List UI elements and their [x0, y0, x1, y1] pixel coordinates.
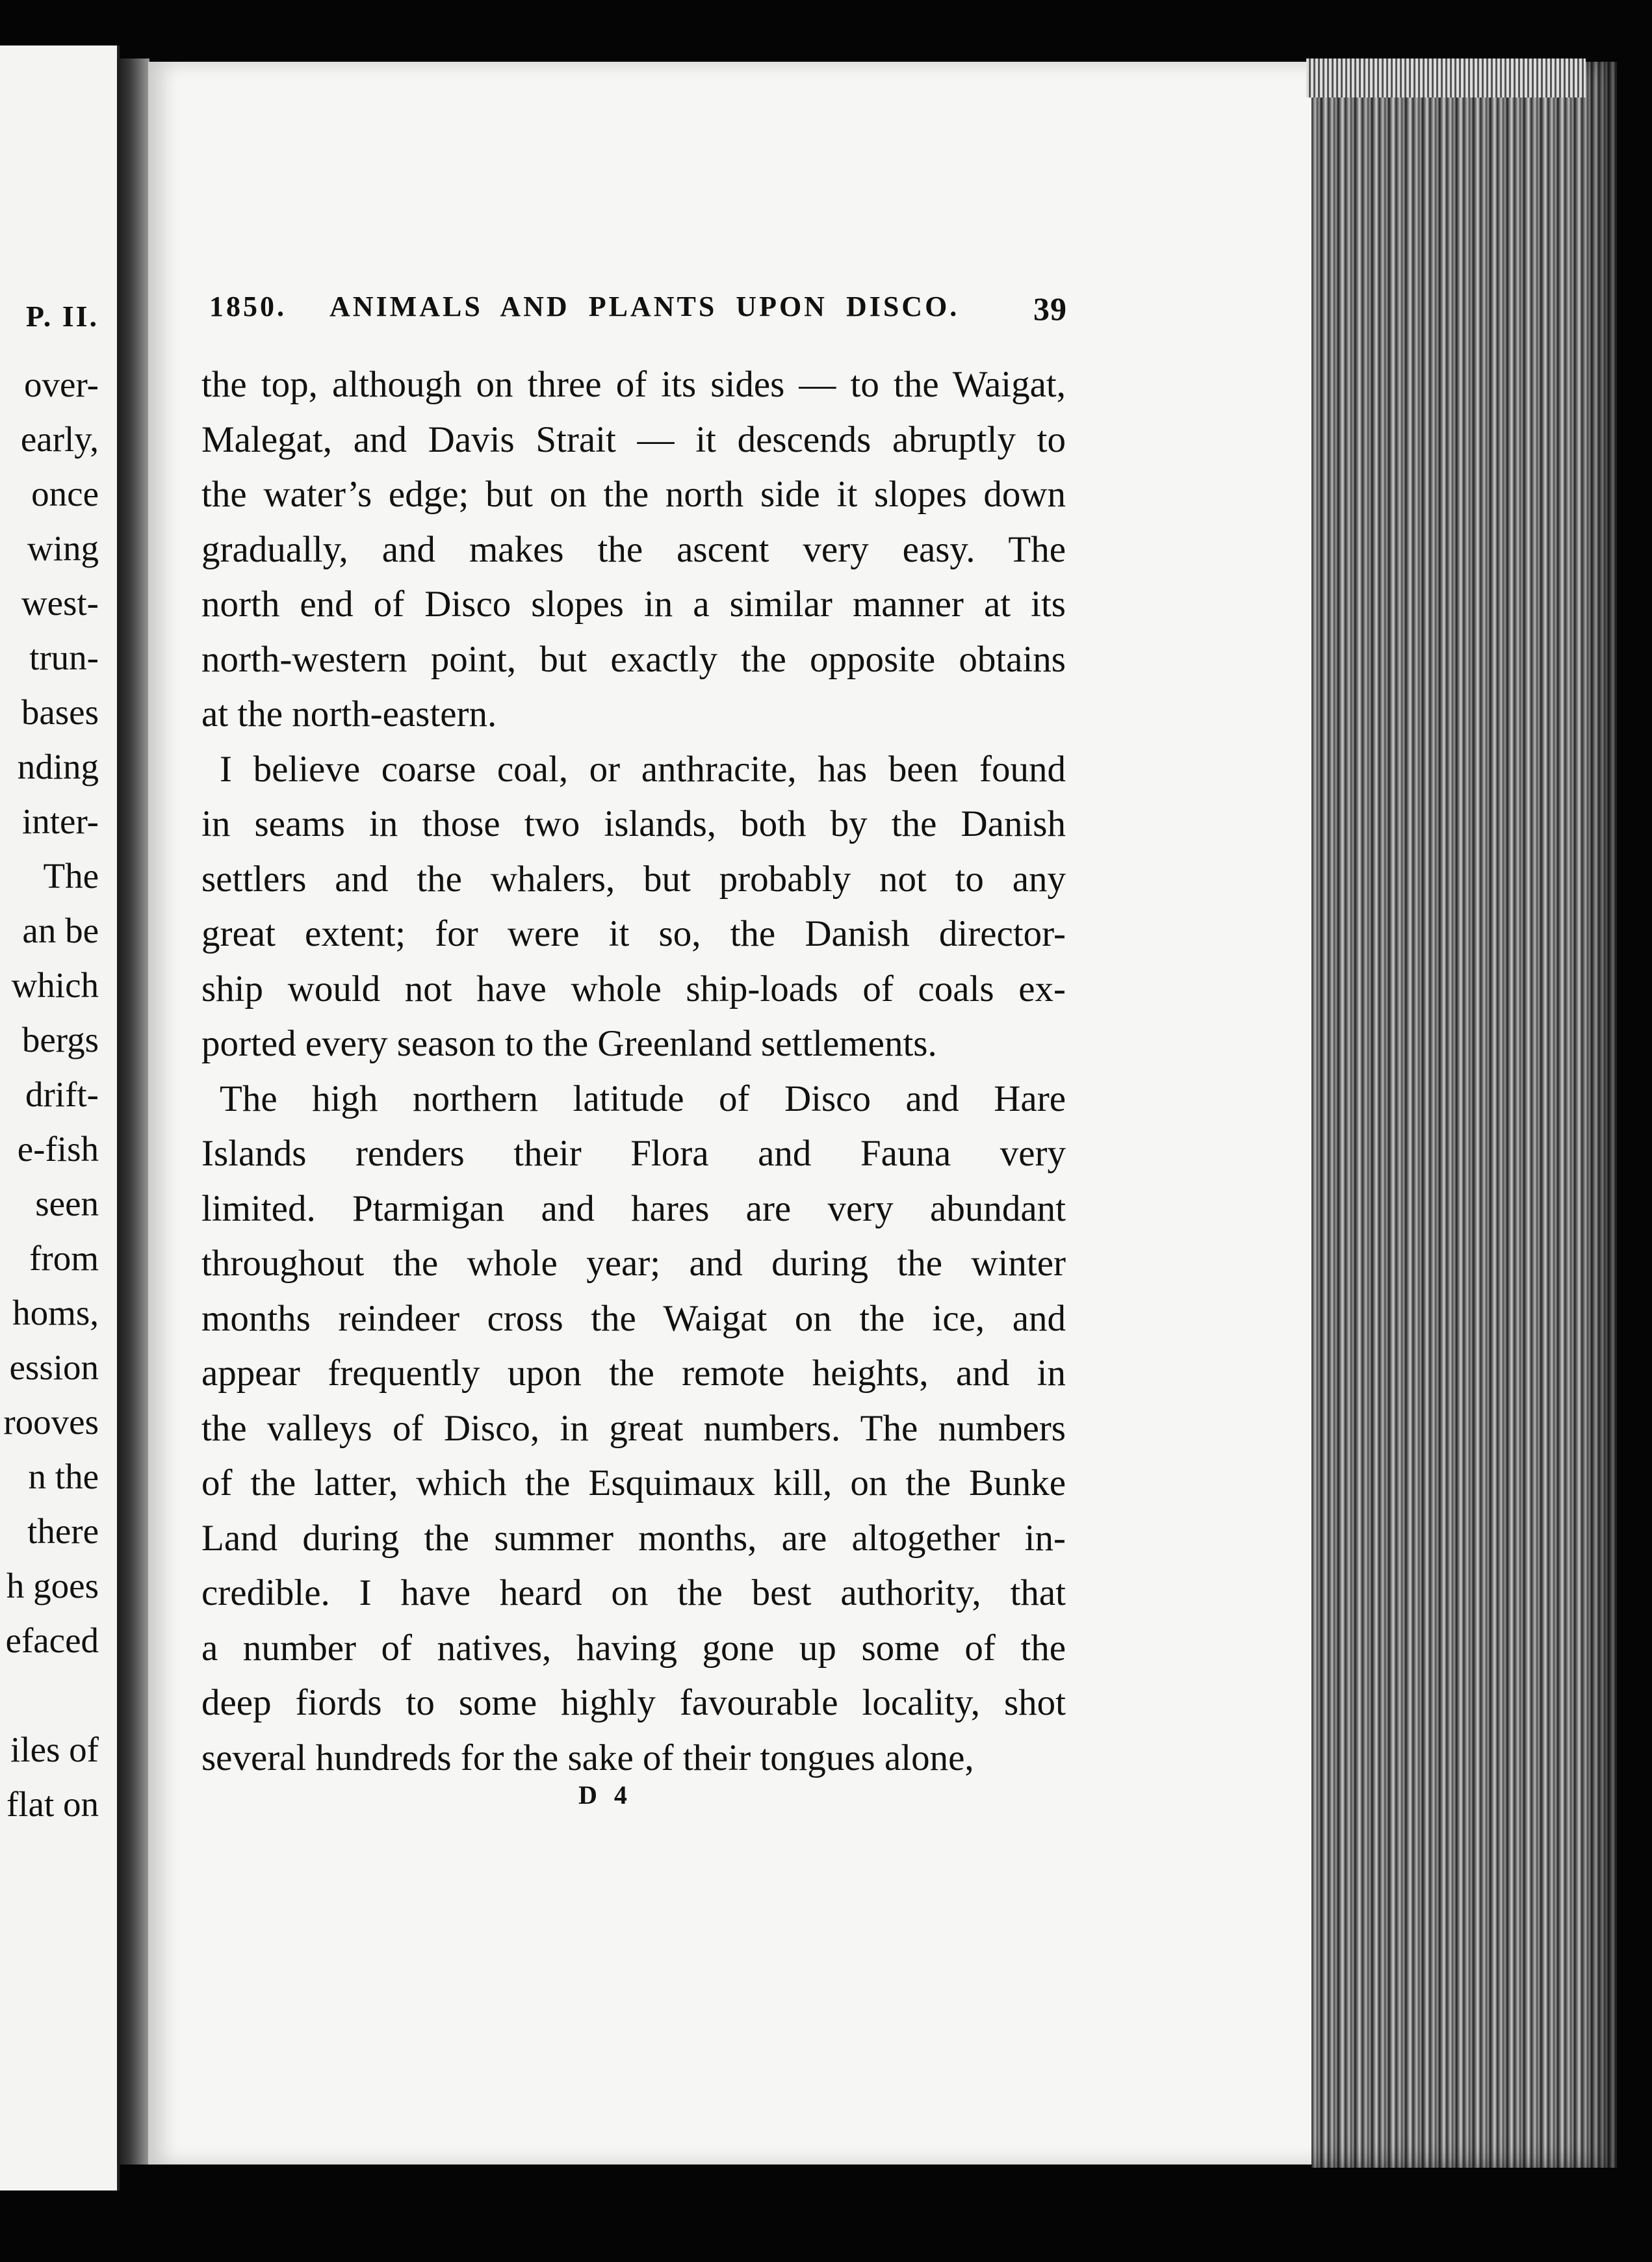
- paragraph: [201, 358, 1066, 742]
- running-head-year: 1850.: [209, 291, 287, 322]
- left-page-line: an be: [22, 911, 99, 950]
- text-line: ported every season to the Greenland settlements.: [201, 1023, 937, 1064]
- left-page-line: inter-: [21, 801, 99, 841]
- left-page-line: drift-: [25, 1074, 99, 1114]
- left-page-line: bases: [21, 692, 99, 732]
- running-head-title: ANIMALS AND PLANTS UPON DISCO.: [329, 291, 960, 322]
- left-page-line: flat on: [6, 1784, 99, 1824]
- text-line: north-western point, but exactly the opposite obtains: [201, 638, 1066, 680]
- text-line: at the north-eastern.: [201, 694, 497, 734]
- left-page-line: which: [11, 965, 99, 1005]
- left-page-line: homs,: [12, 1293, 99, 1332]
- left-page-line: wing: [27, 528, 99, 568]
- text-line: The high northern latitude of Disco and Hare: [220, 1078, 1066, 1119]
- paragraph: [201, 742, 1066, 1072]
- left-page-line: there: [27, 1511, 99, 1551]
- text-line: great extent; for were it so, the Danish director-: [201, 913, 1066, 954]
- text-line: Islands renders their Flora and Fauna very: [201, 1133, 1066, 1174]
- left-page-line: [3, 1668, 99, 1722]
- left-page-line: trun-: [29, 638, 99, 677]
- left-page-lines: [3, 358, 99, 1832]
- text-line: gradually, and makes the ascent very easy. The: [201, 528, 1066, 570]
- text-line: of the latter, which the Esquimaux kill, on the Bunke: [201, 1462, 1066, 1503]
- book-gutter: [117, 58, 149, 2164]
- left-page-line: early,: [20, 419, 99, 459]
- left-page-line: over-: [24, 365, 99, 404]
- paragraph: [201, 1072, 1066, 1786]
- text-line: ship would not have whole ship-loads of coals ex-: [201, 968, 1066, 1009]
- text-line: Land during the summer months, are altogether in-: [201, 1517, 1066, 1559]
- left-page-line: The: [43, 856, 99, 896]
- left-page-text: [3, 299, 99, 1832]
- text-line: Malegat, and Davis Strait — it descends abruptly to: [201, 419, 1066, 460]
- left-page-line: seen: [35, 1184, 99, 1223]
- left-page-line: n the: [28, 1457, 99, 1496]
- left-page-line: e-fish: [17, 1129, 99, 1169]
- text-line: the water’s edge; but on the north side it slopes down: [201, 474, 1066, 515]
- left-page-header: P. II.: [25, 300, 99, 333]
- left-page-line: from: [29, 1238, 99, 1278]
- text-line: credible. I have heard on the best authority, that: [201, 1572, 1066, 1613]
- left-page-line: ession: [9, 1347, 99, 1387]
- running-head: [209, 290, 1067, 335]
- text-line: in seams in those two islands, both by the Danish: [201, 803, 1066, 844]
- text-line: throughout the whole year; and during the winter: [201, 1243, 1066, 1284]
- page-number: 39: [1033, 291, 1067, 327]
- left-page-line: nding: [17, 747, 99, 786]
- left-page-line: h goes: [6, 1566, 99, 1606]
- book-edge-top: [1306, 58, 1586, 98]
- left-page-line: iles of: [10, 1730, 99, 1769]
- left-page-line: once: [31, 474, 99, 514]
- text-line: north end of Disco slopes in a similar manner at its: [201, 584, 1066, 625]
- text-line: the valleys of Disco, in great numbers. The numbers: [201, 1407, 1066, 1449]
- text-line: settlers and the whalers, but probably not to any: [201, 858, 1066, 900]
- text-line: months reindeer cross the Waigat on the ice, and: [201, 1297, 1066, 1339]
- book-fore-edge: [1311, 62, 1617, 2168]
- left-page-line: bergs: [21, 1020, 99, 1060]
- left-page-fragment: [0, 46, 120, 2190]
- left-page-line: west-: [21, 583, 99, 623]
- left-page-line: efaced: [5, 1620, 99, 1660]
- text-line: limited. Ptarmigan and hares are very abundant: [201, 1188, 1066, 1229]
- text-line: the top, although on three of its sides — to the Waigat,: [201, 364, 1066, 405]
- body-text: [201, 358, 1066, 1786]
- text-line: a number of natives, having gone up some of the: [201, 1627, 1066, 1669]
- text-line: I believe coarse coal, or anthracite, has been found: [220, 748, 1066, 790]
- text-line: deep fiords to some highly favourable locality, shot: [201, 1682, 1066, 1723]
- signature-mark: D 4: [578, 1780, 632, 1810]
- text-line: appear frequently upon the remote heights, and in: [201, 1353, 1066, 1394]
- left-page-line: rooves: [3, 1402, 99, 1442]
- text-line: several hundreds for the sake of their tongues alone,: [201, 1737, 974, 1778]
